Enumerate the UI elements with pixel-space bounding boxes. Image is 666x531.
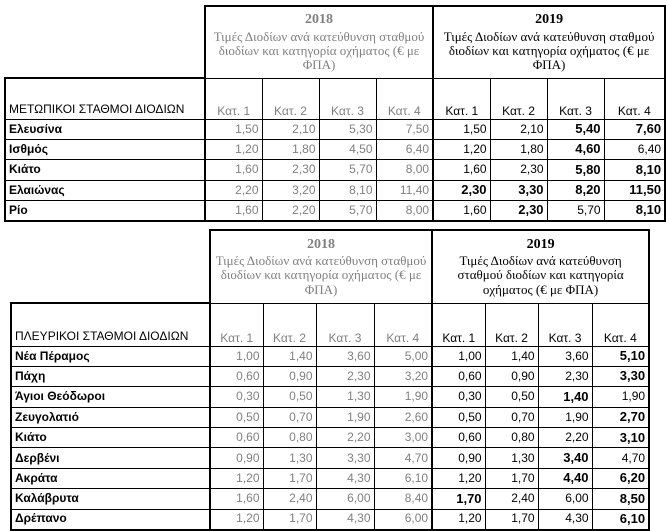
price-2019: 1,80 (490, 139, 547, 159)
table-row (5, 180, 665, 200)
blank-cell (11, 230, 210, 303)
price-2018: 0,70 (263, 407, 316, 427)
price-2018: 2,10 (262, 119, 319, 139)
category-header-old: Κατ. 4 (376, 78, 433, 119)
category-header-new: Κατ. 2 (490, 78, 547, 119)
price-2018: 1,90 (316, 407, 374, 427)
caption-new: Τιμές Διοδίων ανά κατεύθυνση σταθμού διοδίων και κατηγορία οχήματος (€ με ΦΠΑ) (457, 253, 624, 297)
price-2018: 1,00 (210, 346, 263, 366)
price-2019: 1,90 (538, 407, 592, 427)
price-2018: 1,70 (263, 468, 316, 488)
price-2019: 1,70 (432, 489, 485, 509)
price-2019: 0,80 (485, 428, 538, 448)
price-2019: 1,40 (538, 387, 592, 407)
table-row (11, 387, 649, 407)
price-2019: 3,30 (592, 366, 649, 386)
price-2018: 5,30 (319, 119, 376, 139)
category-header-new: Κατ. 3 (538, 303, 592, 346)
price-2018: 2,20 (262, 201, 319, 221)
station-name: Πάχη (11, 366, 210, 386)
price-2018: 0,90 (263, 366, 316, 386)
price-2018: 3,30 (316, 448, 374, 468)
toll-table-1 (4, 5, 666, 222)
price-2019: 1,60 (433, 201, 490, 221)
price-2018: 7,50 (376, 119, 433, 139)
price-2019: 5,80 (547, 160, 604, 180)
price-2018: 8,00 (376, 201, 433, 221)
price-2019: 2,30 (538, 366, 592, 386)
price-2019: 1,20 (433, 139, 490, 159)
price-2018: 8,00 (376, 160, 433, 180)
price-2018: 3,20 (374, 366, 432, 386)
price-2019: 1,60 (433, 160, 490, 180)
price-2019: 2,40 (485, 489, 538, 509)
price-2018: 0,50 (263, 387, 316, 407)
category-header-new: Κατ. 4 (604, 78, 665, 119)
price-2018: 5,70 (319, 160, 376, 180)
price-2018: 0,50 (210, 407, 263, 427)
caption-old: Τιμές Διοδίων ανά κατεύθυνση σταθμού διοδίων και κατηγορία οχήματος (€ με ΦΠΑ) (213, 28, 425, 73)
price-2019: 0,50 (432, 407, 485, 427)
station-name: Ζευγολατιό (11, 407, 210, 427)
price-2019: 1,40 (485, 346, 538, 366)
caption-old: Τιμές Διοδίων ανά κατεύθυνση σταθμού διοδίων και κατηγορία οχήματος (€ με ΦΠΑ) (215, 253, 427, 297)
year-old: 2018 (307, 236, 336, 252)
station-name: Κιάτο (5, 160, 205, 180)
price-2018: 2,60 (374, 407, 432, 427)
year-new-header (432, 230, 649, 303)
table-row (5, 201, 665, 221)
price-2019: 2,20 (538, 428, 592, 448)
price-2018: 2,30 (262, 160, 319, 180)
price-2018: 0,30 (210, 387, 263, 407)
price-2019: 3,60 (538, 346, 592, 366)
price-2019: 3,30 (490, 180, 547, 200)
price-2019: 1,50 (433, 119, 490, 139)
station-name: Ρίο (5, 201, 205, 221)
category-header-new: Κατ. 2 (485, 303, 538, 346)
price-2018: 0,60 (210, 366, 263, 386)
category-header-old: Κατ. 1 (210, 303, 263, 346)
price-2018: 6,00 (374, 509, 432, 529)
price-2019: 2,30 (490, 201, 547, 221)
price-2019: 1,30 (485, 448, 538, 468)
station-name: Ελευσίνα (5, 119, 205, 139)
category-header-new: Κατ. 4 (592, 303, 649, 346)
price-2018: 4,70 (374, 448, 432, 468)
price-2018: 6,10 (374, 468, 432, 488)
price-2019: 5,10 (592, 346, 649, 366)
price-2019: 6,00 (538, 489, 592, 509)
price-2018: 6,00 (316, 489, 374, 509)
price-2018: 1,20 (210, 509, 263, 529)
price-2019: 0,90 (485, 366, 538, 386)
price-2018: 4,50 (319, 139, 376, 159)
table-row (11, 366, 649, 386)
price-2019: 6,20 (592, 468, 649, 488)
price-2018: 1,60 (210, 489, 263, 509)
price-2018: 0,60 (210, 428, 263, 448)
category-header-new: Κατ. 1 (432, 303, 485, 346)
price-2019: 5,40 (547, 119, 604, 139)
price-2019: 1,70 (485, 468, 538, 488)
station-name: Κιάτο (11, 428, 210, 448)
price-2018: 1,80 (262, 139, 319, 159)
price-2018: 2,20 (205, 180, 262, 200)
caption-new: Τιμές Διοδίων ανά κατεύθυνση σταθμού διοδίων και κατηγορία οχήματος (€ με ΦΠΑ) (443, 28, 655, 73)
year-old: 2018 (305, 12, 334, 28)
table-row (11, 428, 649, 448)
price-2018: 1,60 (205, 201, 262, 221)
price-2018: 6,40 (376, 139, 433, 159)
price-2018: 1,40 (263, 346, 316, 366)
year-new-header (433, 6, 665, 78)
price-2019: 8,10 (604, 160, 665, 180)
price-2019: 2,30 (490, 160, 547, 180)
price-2019: 8,20 (547, 180, 604, 200)
station-name: Νέα Πέραμος (11, 346, 210, 366)
year-old-header (205, 6, 433, 78)
price-2018: 1,90 (374, 387, 432, 407)
price-2018: 3,20 (262, 180, 319, 200)
price-2019: 4,60 (547, 139, 604, 159)
price-2018: 1,30 (263, 448, 316, 468)
price-2019: 4,30 (538, 509, 592, 529)
price-2019: 0,70 (485, 407, 538, 427)
price-2019: 1,90 (592, 387, 649, 407)
price-2019: 1,20 (432, 468, 485, 488)
price-2018: 1,50 (205, 119, 262, 139)
table-row (11, 448, 649, 468)
year-new: 2019 (535, 12, 564, 28)
price-2019: 4,40 (538, 468, 592, 488)
price-2019: 0,50 (485, 387, 538, 407)
price-2018: 8,40 (374, 489, 432, 509)
price-2018: 1,60 (205, 160, 262, 180)
price-2019: 0,90 (432, 448, 485, 468)
category-header-old: Κατ. 2 (262, 78, 319, 119)
price-2018: 1,30 (316, 387, 374, 407)
station-name: Ελαιώνας (5, 180, 205, 200)
price-2019: 2,10 (490, 119, 547, 139)
category-header-new: Κατ. 1 (433, 78, 490, 119)
price-2019: 1,20 (432, 509, 485, 529)
table-row (11, 407, 649, 427)
station-name: Ακράτα (11, 468, 210, 488)
price-2019: 2,30 (433, 180, 490, 200)
table-row (5, 139, 665, 159)
table-row (5, 119, 665, 139)
price-2018: 4,30 (316, 509, 374, 529)
year-new: 2019 (526, 236, 555, 252)
price-2019: 2,70 (592, 407, 649, 427)
price-2018: 1,20 (210, 468, 263, 488)
price-2018: 1,20 (205, 139, 262, 159)
price-2018: 1,70 (263, 509, 316, 529)
year-old-header (210, 230, 432, 303)
price-2019: 7,60 (604, 119, 665, 139)
category-header-old: Κατ. 3 (316, 303, 374, 346)
section-title: ΜΕΤΩΠΙΚΟΙ ΣΤΑΘΜΟΙ ΔΙΟΔΙΩΝ (5, 78, 205, 119)
station-name: Άγιοι Θεόδωροι (11, 387, 210, 407)
blank-cell (5, 6, 205, 78)
price-2018: 4,30 (316, 468, 374, 488)
price-2019: 3,40 (538, 448, 592, 468)
price-2019: 5,70 (547, 201, 604, 221)
price-2018: 8,10 (319, 180, 376, 200)
price-2019: 3,10 (592, 428, 649, 448)
price-2019: 0,60 (432, 428, 485, 448)
category-header-old: Κατ. 2 (263, 303, 316, 346)
price-2019: 6,10 (592, 509, 649, 529)
category-header-new: Κατ. 3 (547, 78, 604, 119)
price-2019: 0,30 (432, 387, 485, 407)
price-2019: 8,10 (604, 201, 665, 221)
price-2018: 3,60 (316, 346, 374, 366)
price-2019: 6,40 (604, 139, 665, 159)
station-name: Ισθμός (5, 139, 205, 159)
price-2019: 1,00 (432, 346, 485, 366)
price-2019: 11,50 (604, 180, 665, 200)
station-name: Δρέπανο (11, 509, 210, 529)
price-2018: 2,30 (316, 366, 374, 386)
table-row (11, 346, 649, 366)
table-row (5, 160, 665, 180)
price-2018: 5,70 (319, 201, 376, 221)
category-header-old: Κατ. 1 (205, 78, 262, 119)
price-2019: 1,70 (485, 509, 538, 529)
price-2019: 4,70 (592, 448, 649, 468)
station-name: Καλάβρυτα (11, 489, 210, 509)
price-2018: 0,80 (263, 428, 316, 448)
price-2018: 11,40 (376, 180, 433, 200)
station-name: Δερβένι (11, 448, 210, 468)
price-2018: 3,00 (374, 428, 432, 448)
price-2019: 0,60 (432, 366, 485, 386)
price-2018: 5,00 (374, 346, 432, 366)
price-2019: 8,50 (592, 489, 649, 509)
table-row (11, 509, 649, 529)
table-row (11, 468, 649, 488)
price-2018: 2,20 (316, 428, 374, 448)
price-2018: 2,40 (263, 489, 316, 509)
category-header-old: Κατ. 3 (319, 78, 376, 119)
section-title: ΠΛΕΥΡΙΚΟΙ ΣΤΑΘΜΟΙ ΔΙΟΔΙΩΝ (11, 303, 210, 346)
category-header-old: Κατ. 4 (374, 303, 432, 346)
price-2018: 0,90 (210, 448, 263, 468)
table-row (11, 489, 649, 509)
toll-table-2 (10, 229, 650, 531)
